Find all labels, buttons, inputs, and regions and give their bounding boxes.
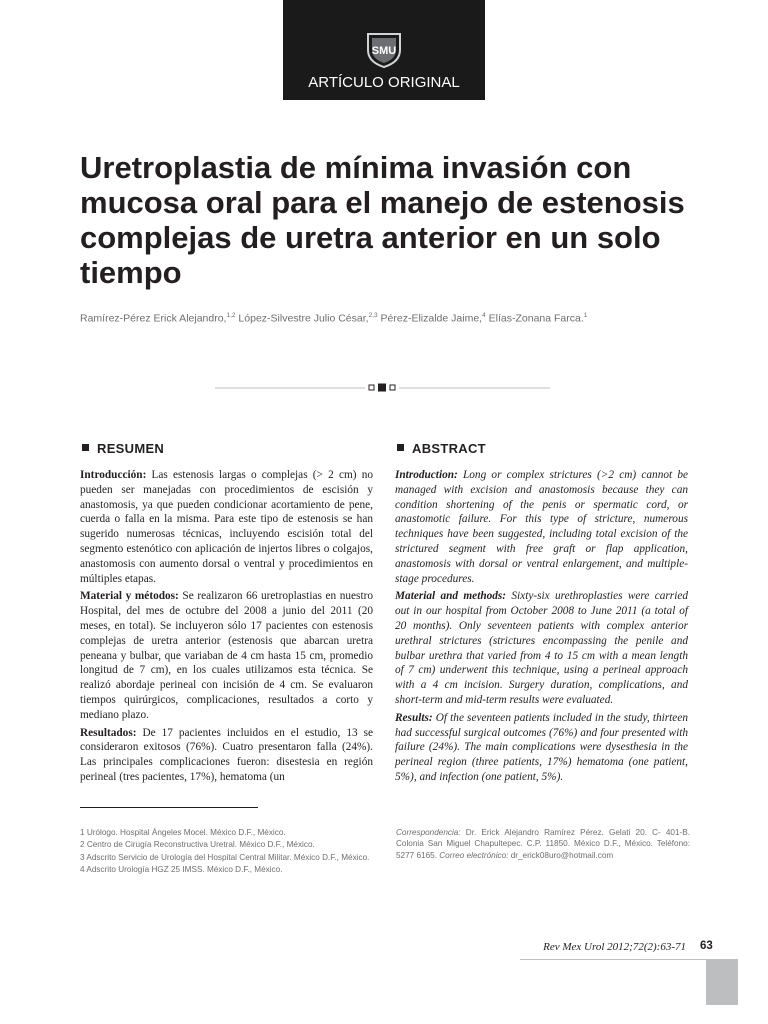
- abstract-paragraph: [395, 468, 688, 586]
- affiliation-footnotes: [80, 827, 375, 877]
- section-divider-ornament: [215, 382, 550, 394]
- paragraph-label: Resultados:: [80, 726, 137, 739]
- page-number: 63: [700, 940, 713, 952]
- resumen-paragraph: [80, 589, 373, 722]
- author-name: López-Silvestre Julio César,: [235, 312, 369, 325]
- paragraph-text: Long or complex strictures (>2 cm) cannot be managed with excision and anastomosis because they can condition shortening of the penis or spermatic cord, or anastomotic failure. For this type of stricture, numerous techniques have been suggested, including total excision of the strictured segment with free graft or flap application, anastomosis with dorsal or ventral enlargement, and multiple-stage procedures.: [395, 469, 688, 585]
- footnote-item: 2 Centro de Cirugía Reconstructiva Uretral. México D.F., México.: [80, 840, 315, 850]
- paragraph-text: Sixty-six urethroplasties were carried out in our hospital from October 2008 to June 2011 (a total of 20 months). Only seventeen patients with complex anterior urethral strictures (strictures encompassing the penile and bulbar urethra that varied from 4 to 15 cm with a mean length of 7 cm) underwent this technique, using a perineal approach with a 4 cm incision. Surgery duration, complications, and short-term and mid-term results were evaluated.: [395, 590, 688, 706]
- author-name: Ramírez-Pérez Erick Alejandro,: [80, 312, 227, 325]
- paragraph-text: Of the seventeen patients included in the study, thirteen had successful surgical outcomes (76%) and four presented with failure (24%). The main complications were dysesthesia in the perineal region (three patients, 17%) hematoma (one patient, 5%), and infection (one patient, 5%).: [395, 711, 688, 783]
- author-affiliation: 1: [583, 312, 588, 319]
- paragraph-text: De 17 pacientes incluidos en el estudio, 13 se consideraron exitosos (76%). Cuatro presentaron falla (24%). Las principales complicaciones fueron: disestesia en región perineal (tres pacientes, 17%), hematoma (un: [80, 726, 373, 783]
- page-edge-tab: [706, 959, 738, 1005]
- abstract-paragraph: [395, 711, 688, 785]
- resumen-paragraph: [80, 468, 373, 586]
- author-affiliation: 4: [482, 312, 486, 319]
- paragraph-label: Material and methods:: [395, 590, 507, 603]
- logo-text: SMU: [371, 45, 397, 57]
- author-affiliation: 1,2: [226, 312, 236, 319]
- smu-logo-icon: [362, 32, 406, 68]
- paragraph-text: Las estenosis largas o complejas (> 2 cm) no pueden ser manejadas con procedimientos de escisión y anastomosis, ya que pueden condicionar acortamiento de pene, cuerda o falla en la misma. Para este tipo de estenosis se han sugerido numerosas técnicas, incluyendo escisión total del segmento estenótico con aplicación de injertos libres o colgajos, anastomosis con aumento dorsal o ventral y procedimientos en múltiples etapas.: [80, 469, 373, 585]
- footer-rule: [520, 959, 706, 960]
- header-block: [283, 0, 485, 100]
- paragraph-label: Results:: [395, 711, 433, 724]
- resumen-heading: [82, 441, 164, 456]
- paragraph-label: Introducción:: [80, 469, 147, 481]
- article-type-label: ARTÍCULO ORIGINAL: [308, 74, 460, 91]
- journal-reference: Rev Mex Urol 2012;72(2):63-71: [543, 941, 686, 953]
- email-address: dr_erick08uro@hotmail.com: [508, 850, 614, 860]
- correspondence-note: [396, 827, 690, 861]
- email-label: Correo electrónico:: [439, 850, 509, 860]
- footnote-item: 3 Adscrito Servicio de Urología del Hospital Central Militar. México D.F., México.: [80, 852, 370, 862]
- paragraph-text: Se realizaron 66 uretroplastias en nuestro Hospital, del mes de octubre del 2008 a junio del 2011 (20 meses, en total). Se incluyeron sólo 17 pacientes con estenosis complejas de uretra anterior (estenosis que abarcan uretra peneana y bulbar, que variaban de 4 cm hasta 15 cm, promedio longitud de 7 cm), en los cuales utilizamos esta técnica. Se realizó abordaje perineal con incisión de 4 cm. Se evaluaron tiempos quirúrgicos, complicaciones, resultados a corto y mediano plazo.: [80, 590, 373, 721]
- paragraph-label: Material y métodos:: [80, 590, 179, 603]
- resumen-heading-text: RESUMEN: [97, 441, 165, 456]
- footnote-item: 1 Urólogo. Hospital Ángeles Mocel. México D.F., México.: [80, 828, 286, 837]
- abstract-heading: [397, 441, 486, 456]
- article-title: Uretroplastia de mínima invasión con mucosa oral para el manejo de estenosis complejas de uretra anterior en un solo tiempo: [80, 150, 685, 290]
- footnote-rule: [80, 807, 258, 808]
- bullet-square-icon: [82, 444, 89, 451]
- author-name: Elías-Zonana Farca.: [485, 312, 584, 325]
- abstract-heading-text: ABSTRACT: [412, 441, 486, 456]
- correspondence-text: Dr. Erick Alejandro Ramírez Pérez. Gelati 20. C- 401-B. Colonia San Miguel Chapultepec. C.P. 11850. México D.F., México. Teléfono: 5277 6165.: [396, 828, 690, 860]
- paragraph-label: Introduction:: [395, 469, 458, 481]
- author-list: [80, 312, 720, 325]
- abstract-column: [395, 468, 688, 788]
- footnote-item: 4 Adscrito Urología HGZ 25 IMSS. México D.F., México.: [80, 865, 283, 875]
- abstract-paragraph: [395, 589, 688, 707]
- resumen-column: [80, 468, 373, 788]
- author-name: Pérez-Elizalde Jaime,: [377, 312, 483, 325]
- resumen-paragraph: [80, 726, 373, 785]
- bullet-square-icon: [397, 444, 404, 451]
- author-affiliation: 2,3: [368, 312, 378, 319]
- correspondence-label: Correspondencia:: [396, 828, 461, 837]
